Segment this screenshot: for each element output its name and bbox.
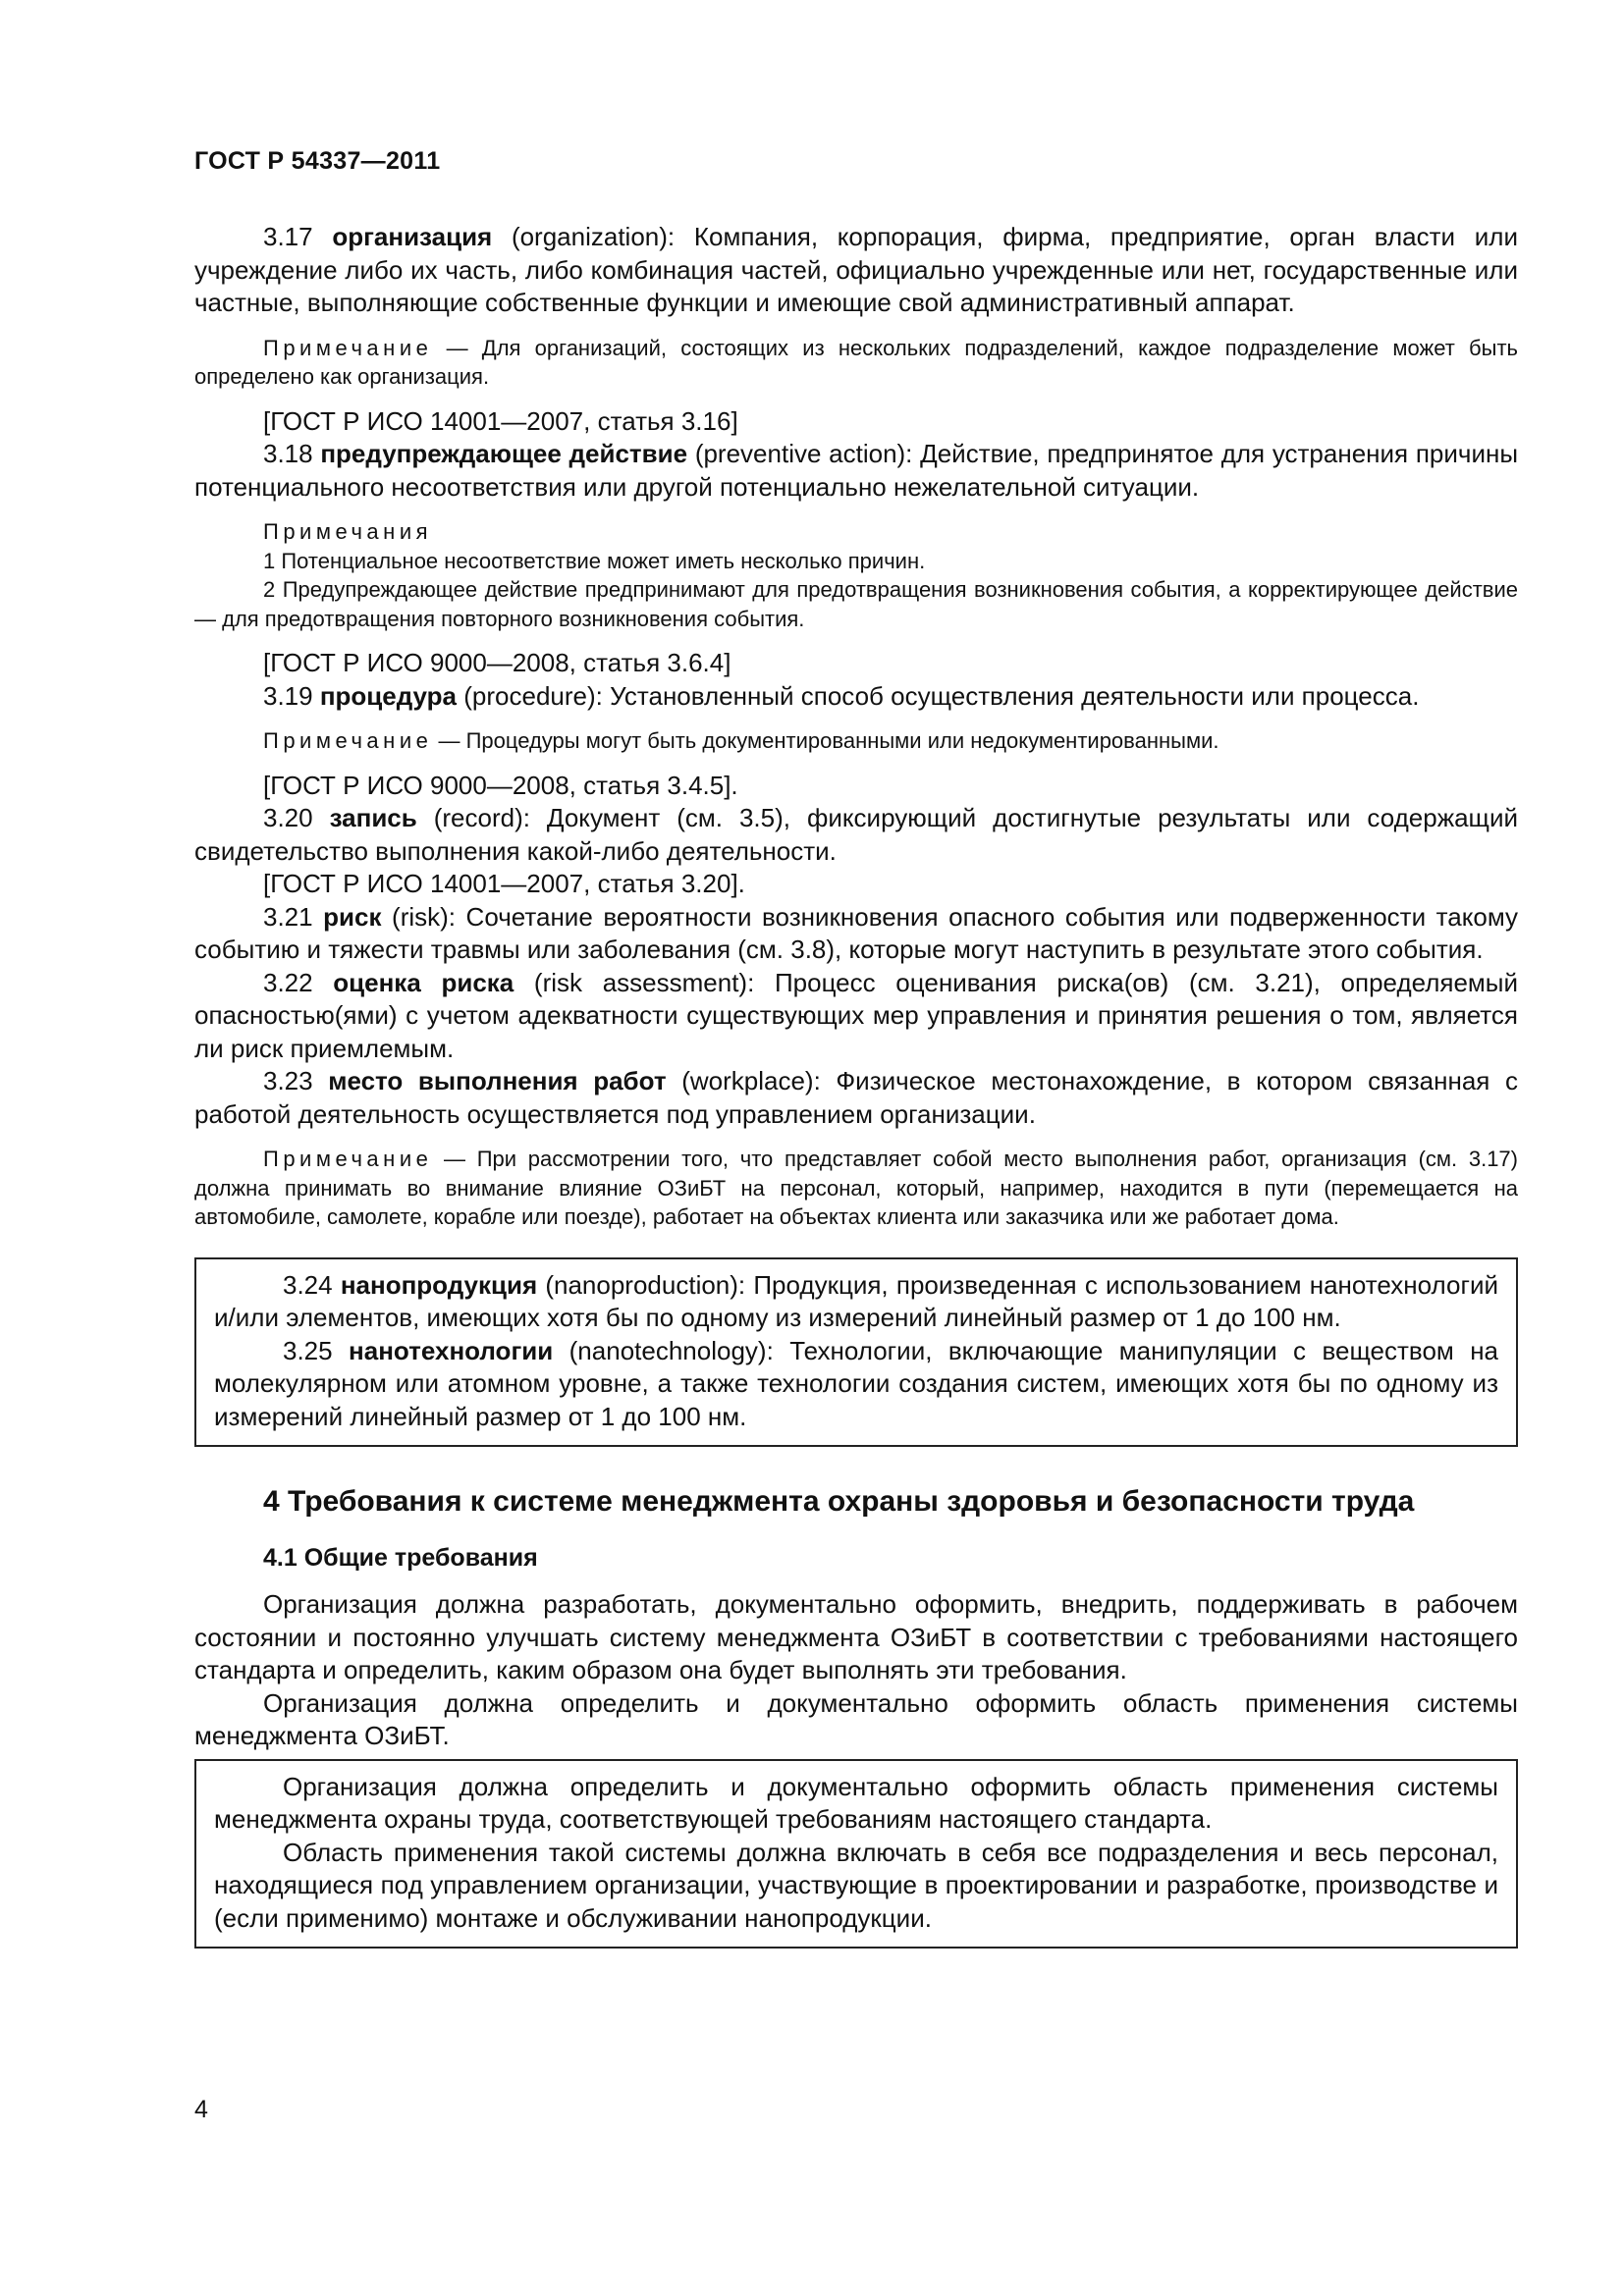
term-name: предупреждающее действие [320, 439, 688, 468]
term-3-19: 3.19 процедура (procedure): Установленный способ осуществления деятельности или процесса. [263, 680, 1420, 711]
term-3-25: 3.25 нанотехнологии (nanotechnology): Технологии, включающие манипуляции с веществом на молекулярном или атомном уровне, а также технологии создания систем, имеющих хотя бы по одному из измерений линейный размер от 1 до 100 нм. [214, 1335, 1499, 1431]
term-3-21: 3.21 риск (risk): Сочетание вероятности возникновения опасного события или подверженности такому событию и тяжести травмы или заболевания (см. 3.8), которые могут наступить в результате этого события. [194, 901, 1519, 964]
term-3-22: 3.22 оценка риска (risk assessment): Процесс оценивания риска(ов) (см. 3.21), определяемый опасностью(ями) с учетом адекватности существующих мер управления и принятия решения о том, является ли риск приемлемым. [194, 967, 1519, 1063]
term-3-23: 3.23 место выполнения работ (workplace): Физическое местонахождение, в котором связанная с работой деятельность осуществляется под управлением организации. [194, 1066, 1519, 1129]
term-name: оценка риска [333, 967, 514, 997]
term-name: организация [332, 222, 493, 251]
reference-3-17: [ГОСТ Р ИСО 14001—2007, статья 3.16] [263, 405, 738, 436]
note-3-23: Примечание — При рассмотрении того, что представляет собой место выполнения работ, организация (см. 3.17) должна принимать во внимание влияние ОЗиБТ на персонал, который, например, находится в пути (перемещается на автомобиле, самолете, корабле или поезде), работает на объектах клиента или заказчика или же работает дома. [194, 1147, 1518, 1229]
term-3-17: 3.17 организация (organization): Компания, корпорация, фирма, предприятие, орган власти или учреждение либо их часть, либо комбинация частей, официально учрежденные или нет, государственные или частные, выполняющие собственные функции и имеющие свой административный аппарат. [194, 222, 1518, 317]
section-4-1-paragraph-1: Организация должна разработать, документально оформить, внедрить, поддерживать в рабочем состоянии и постоянно улучшать систему менеджмента ОЗиБТ в соответствии с требованиями настоящего стандарта и определить, каким образом она будет выполнять эти требования. [194, 1589, 1518, 1684]
reference-3-19: [ГОСТ Р ИСО 9000—2008, статья 3.4.5]. [263, 770, 738, 800]
note-3-18-item-2: 2 Предупреждающее действие предпринимают для предотвращения возникновения события, а корректирующее действие — для предотвращения повторного возникновения события. [194, 577, 1518, 631]
note-3-17: Примечание — Для организаций, состоящих из нескольких подразделений, каждое подразделение может быть определено как организация. [194, 335, 1518, 389]
term-name: риск [323, 901, 382, 932]
boxed-section-4-1 [194, 1759, 1518, 1949]
page-number: 4 [194, 2096, 208, 2123]
reference-3-20: [ГОСТ Р ИСО 14001—2007, статья 3.20]. [263, 869, 745, 898]
note-3-18-item-1: 1 Потенциальное несоответствие может иметь несколько причин. [263, 548, 926, 573]
box-paragraph-1: Организация должна определить и документально оформить область применения системы менеджмента охраны труда, соответствующей требованиям настоящего стандарта. [214, 1771, 1498, 1834]
box-paragraph-2: Область применения такой системы должна включать в себя все подразделения и весь персонал, находящиеся под управлением организации, участвующие в проектировании и разработке, производстве и (если применимо) монтаже и обслуживании нанопродукции. [214, 1837, 1498, 1933]
term-3-20: 3.20 запись (record): Документ (см. 3.5), фиксирующий достигнутые результаты или содержащий свидетельство выполнения какой-либо деятельности. [194, 803, 1518, 866]
subsection-4-1-title: 4.1 Общие требования [263, 1544, 538, 1572]
term-name: нанопродукция [340, 1269, 538, 1300]
notes-3-18-label: Примечания [263, 519, 433, 544]
term-name: запись [329, 803, 417, 832]
term-3-24: 3.24 нанопродукция (nanoproduction): Продукция, произведенная с использованием нанотехнологий и/или элементов, имеющих хотя бы по одному из измерений линейный размер от 1 до 100 нм. [214, 1269, 1499, 1332]
document-header: ГОСТ Р 54337—2011 [194, 147, 441, 175]
term-name: место выполнения работ [328, 1066, 667, 1095]
section-4-title: 4 Требования к системе менеджмента охраны здоровья и безопасности труда [263, 1485, 1415, 1518]
boxed-terms-3-24-3-25 [194, 1257, 1518, 1448]
document-body [194, 221, 1518, 1949]
term-name: нанотехнологии [349, 1335, 554, 1365]
term-name: процедура [319, 680, 458, 711]
term-3-18: 3.18 предупреждающее действие (preventive action): Действие, предпринятое для устранения причины потенциального несоответствия или другой потенциально нежелательной ситуации. [194, 439, 1519, 502]
section-4-1-paragraph-2: Организация должна определить и документально оформить область применения системы менеджмента ОЗиБТ. [194, 1687, 1518, 1750]
reference-3-18: [ГОСТ Р ИСО 9000—2008, статья 3.6.4] [263, 648, 731, 677]
note-3-19: Примечание — Процедуры могут быть документированными или недокументированными. [263, 728, 1219, 753]
